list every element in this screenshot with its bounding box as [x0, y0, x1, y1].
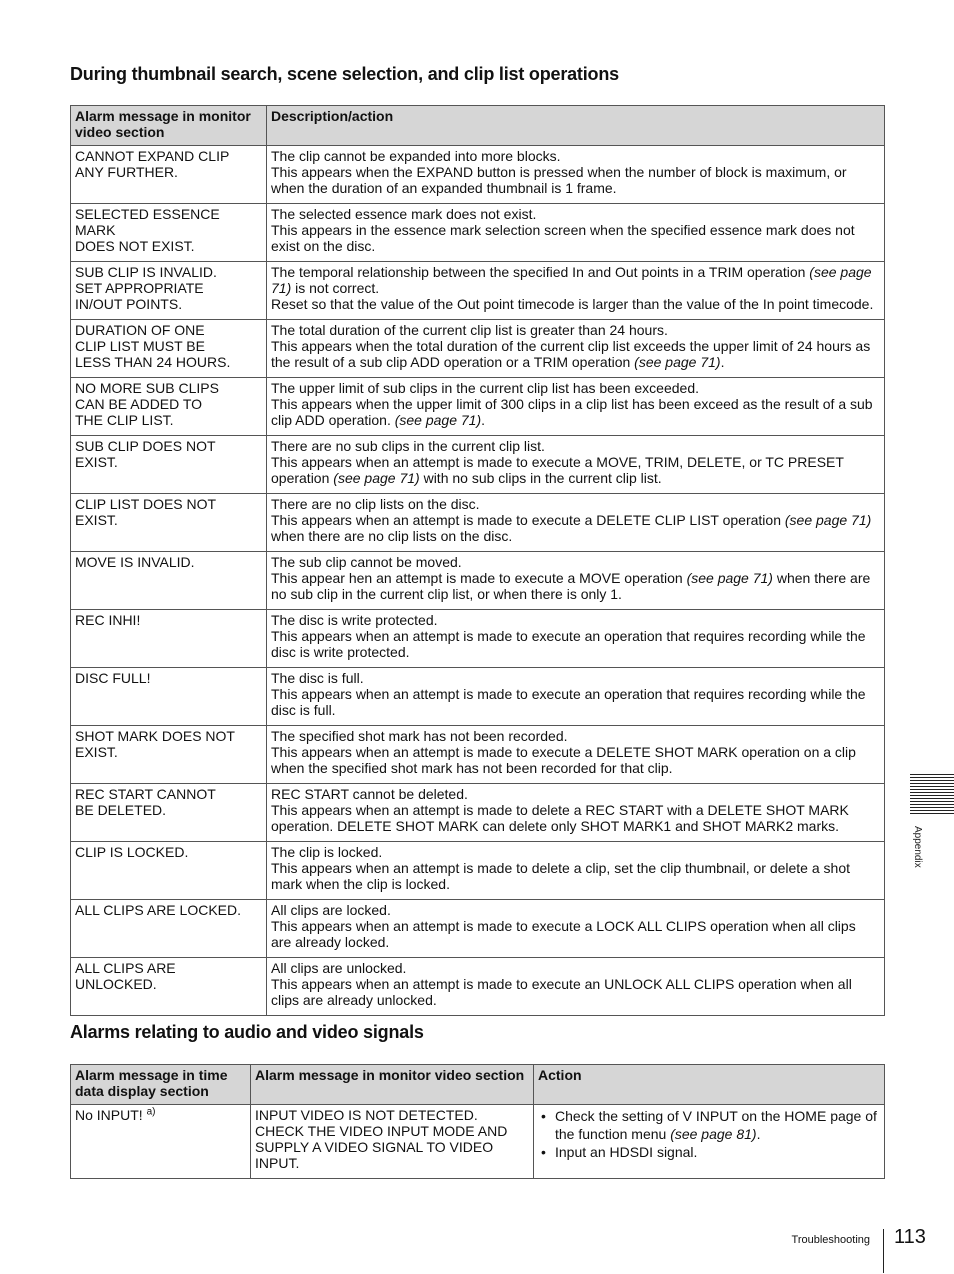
table-row [71, 204, 885, 262]
page-reference: (see page 71) [784, 512, 872, 528]
description-line [271, 844, 879, 860]
text-run: This appears when an attempt is made to delete a REC START with a DELETE SHOT MARK operation. DELETE SHOT MARK can delete only SHOT MARK1 and SHOT MARK2 marks. [271, 802, 849, 834]
alarm-message-line: BE DELETED. [75, 802, 167, 818]
text-run: The selected essence mark does not exist. [271, 206, 537, 222]
alarm-message-line: ALL CLIPS ARE [75, 960, 176, 976]
monitor-message-line: SUPPLY A VIDEO SIGNAL TO VIDEO [255, 1139, 494, 1155]
action-list [538, 1107, 879, 1161]
alarm-message-line: SHOT MARK DOES NOT [75, 728, 235, 744]
table-row [71, 668, 885, 726]
description-line [271, 322, 879, 338]
description-line [271, 296, 879, 312]
alarm-message-line: SELECTED ESSENCE [75, 206, 220, 222]
section-heading-thumbnail: During thumbnail search, scene selection, and clip list operations [70, 64, 619, 84]
alarm-message-line: SUB CLIP IS INVALID. [75, 264, 217, 280]
table-row [71, 552, 885, 610]
text-run: is not correct. [291, 280, 380, 296]
description-cell [267, 958, 885, 1016]
monitor-message-line: CHECK THE VIDEO INPUT MODE AND [255, 1123, 508, 1139]
column-header-action: Action [534, 1065, 885, 1105]
footer-divider [883, 1229, 884, 1273]
alarm-message-cell [71, 204, 267, 262]
description-line [271, 976, 879, 1008]
alarm-message-line: UNLOCKED. [75, 976, 157, 992]
action-cell [534, 1105, 885, 1179]
description-line [271, 454, 879, 486]
text-run: There are no sub clips in the current clip list. [271, 438, 545, 454]
alarm-table-audio-video [70, 1064, 885, 1179]
page-reference: (see page 71) [634, 354, 721, 370]
text-run: Reset so that the value of the Out point timecode is larger than the value of the In point timecode. [271, 296, 874, 312]
alarm-message-line: THE CLIP LIST. [75, 412, 174, 428]
text-run: The specified shot mark has not been recorded. [271, 728, 568, 744]
description-line [271, 802, 879, 834]
table-row [71, 842, 885, 900]
action-item [538, 1143, 879, 1161]
description-cell [267, 668, 885, 726]
text-run: This appears when an attempt is made to execute an operation that requires recording while the disc is write protected. [271, 628, 866, 660]
alarm-message-cell [71, 378, 267, 436]
description-line [271, 554, 879, 570]
alarm-message-line: DOES NOT EXIST. [75, 238, 195, 254]
alarm-message-line: REC START CANNOT [75, 786, 216, 802]
text-run: This appears when an attempt is made to delete a clip, set the clip thumbnail, or delete a shot mark when the clip is locked. [271, 860, 850, 892]
description-cell [267, 204, 885, 262]
text-run: The sub clip cannot be moved. [271, 554, 462, 570]
alarm-message-cell [71, 726, 267, 784]
action-item [538, 1107, 879, 1143]
alarm-message-cell [71, 262, 267, 320]
description-line [271, 628, 879, 660]
alarm-message-cell [71, 610, 267, 668]
alarm-message-line: SET APPROPRIATE [75, 280, 204, 296]
table-body [71, 146, 885, 1016]
alarm-message-line: CLIP IS LOCKED. [75, 844, 189, 860]
text-run: . [720, 354, 725, 370]
description-cell [267, 146, 885, 204]
alarm-message-cell [71, 146, 267, 204]
table-row [71, 958, 885, 1016]
alarm-message-cell [71, 784, 267, 842]
description-line [271, 918, 879, 950]
side-tab-label: Appendix [912, 826, 923, 868]
alarm-message-cell [71, 842, 267, 900]
description-line [271, 164, 879, 196]
text-run: Check the setting of V INPUT on the HOME page of the function menu [555, 1108, 877, 1142]
text-run: The clip cannot be expanded into more blocks. [271, 148, 561, 164]
page-reference: (see page 81) [670, 1126, 757, 1142]
page-number: 113 [894, 1226, 926, 1248]
description-line [271, 744, 879, 776]
alarm-message-cell [71, 320, 267, 378]
description-cell [267, 262, 885, 320]
alarm-message-line: IN/OUT POINTS. [75, 296, 183, 312]
table-row [71, 900, 885, 958]
text-run: This appears when an attempt is made to execute a DELETE CLIP LIST operation [271, 512, 785, 528]
column-header-monitor-message: Alarm message in monitor video section [251, 1065, 534, 1105]
table-row [71, 726, 885, 784]
column-header-time-data-message: Alarm message in time data display section [71, 1065, 251, 1105]
description-line [271, 264, 879, 296]
monitor-message-line: INPUT VIDEO IS NOT DETECTED. [255, 1107, 478, 1123]
text-run: . [756, 1126, 761, 1142]
text-run: when there are no sub clip in the current clip list, or when there is only 1. [271, 570, 871, 602]
table-body [71, 1105, 885, 1179]
description-line [271, 786, 879, 802]
time-data-message: No INPUT! [75, 1107, 147, 1123]
text-run: There are no clip lists on the disc. [271, 496, 480, 512]
text-run: The upper limit of sub clips in the current clip list has been exceeded. [271, 380, 700, 396]
description-line [271, 670, 879, 686]
description-cell [267, 726, 885, 784]
text-run: This appears when the total duration of the current clip list exceeds the upper limit of 24 hours as the result of a sub clip ADD operation or a TRIM operation [271, 338, 871, 370]
table-row [71, 146, 885, 204]
alarm-message-cell [71, 552, 267, 610]
text-run: with no sub clips in the current clip list. [419, 470, 662, 486]
alarm-message-line: SUB CLIP DOES NOT [75, 438, 216, 454]
alarm-message-cell [71, 668, 267, 726]
text-run: The disc is write protected. [271, 612, 438, 628]
description-cell [267, 436, 885, 494]
alarm-message-line: MOVE IS INVALID. [75, 554, 195, 570]
alarm-message-line: ALL CLIPS ARE LOCKED. [75, 902, 241, 918]
description-cell [267, 842, 885, 900]
page-reference: (see page 71) [271, 264, 872, 296]
text-run: This appear hen an attempt is made to execute a MOVE operation [271, 570, 687, 586]
footer-section-name: Troubleshooting [791, 1234, 870, 1246]
page-reference: (see page 71) [333, 470, 420, 486]
alarm-message-line: EXIST. [75, 512, 118, 528]
text-run: The total duration of the current clip list is greater than 24 hours. [271, 322, 668, 338]
table-row [71, 262, 885, 320]
text-run: This appears when an attempt is made to execute an UNLOCK ALL CLIPS operation when all clips are already unlocked. [271, 976, 852, 1008]
text-run: . [481, 412, 486, 428]
alarm-message-line: DURATION OF ONE [75, 322, 205, 338]
alarm-message-cell [71, 958, 267, 1016]
text-run: when there are no clip lists on the disc. [271, 528, 513, 544]
column-header-alarm-message: Alarm message in monitor video section [71, 106, 267, 146]
description-line [271, 570, 879, 602]
description-line [271, 496, 879, 512]
description-cell [267, 784, 885, 842]
alarm-message-line: ANY FURTHER. [75, 164, 178, 180]
alarm-message-line: MARK [75, 222, 116, 238]
alarm-message-line: LESS THAN 24 HOURS. [75, 354, 231, 370]
column-header-description: Description/action [267, 106, 885, 146]
description-line [271, 338, 879, 370]
alarm-message-line: CLIP LIST DOES NOT [75, 496, 217, 512]
description-line [271, 380, 879, 396]
text-run: All clips are locked. [271, 902, 391, 918]
alarm-message-line: DISC FULL! [75, 670, 151, 686]
text-run: This appears when an attempt is made to execute a MOVE, TRIM, DELETE, or TC PRESET operation [271, 454, 844, 486]
description-cell [267, 494, 885, 552]
table-row [71, 436, 885, 494]
table-row [71, 784, 885, 842]
description-line [271, 206, 879, 222]
description-line [271, 512, 879, 544]
description-line [271, 148, 879, 164]
description-cell [267, 610, 885, 668]
description-line [271, 438, 879, 454]
text-run: This appears when an attempt is made to execute an operation that requires recording while the disc is full. [271, 686, 866, 718]
text-run: This appears when the EXPAND button is pressed when the number of block is maximum, or when the duration of an expanded thumbnail is 1 frame. [271, 164, 847, 196]
table-row [71, 1105, 885, 1179]
time-data-message-cell [71, 1105, 251, 1179]
text-run: The temporal relationship between the specified In and Out points in a TRIM operation [271, 264, 810, 280]
alarm-message-line: CLIP LIST MUST BE [75, 338, 205, 354]
page-reference: (see page 71) [394, 412, 482, 428]
description-line [271, 960, 879, 976]
text-run: This appears when an attempt is made to execute a DELETE SHOT MARK operation on a clip when the specified shot mark has not been recorded for that clip. [271, 744, 856, 776]
description-cell [267, 320, 885, 378]
description-line [271, 686, 879, 718]
table-header-row [71, 106, 885, 146]
section-heading-audio-video: Alarms relating to audio and video signals [70, 1022, 424, 1042]
alarm-message-cell [71, 494, 267, 552]
alarm-message-line: EXIST. [75, 454, 118, 470]
description-line [271, 902, 879, 918]
alarm-message-line: CANNOT EXPAND CLIP [75, 148, 230, 164]
table-header-row [71, 1065, 885, 1105]
description-line [271, 728, 879, 744]
alarm-message-line: NO MORE SUB CLIPS [75, 380, 219, 396]
text-run: Input an HDSDI signal. [555, 1144, 698, 1160]
text-run: The disc is full. [271, 670, 364, 686]
table-row [71, 320, 885, 378]
text-run: This appears when an attempt is made to execute a LOCK ALL CLIPS operation when all clips are already locked. [271, 918, 856, 950]
description-line [271, 396, 879, 428]
alarm-message-cell [71, 436, 267, 494]
description-cell [267, 378, 885, 436]
alarm-message-line: REC INHI! [75, 612, 141, 628]
description-line [271, 222, 879, 254]
alarm-table-clip-operations [70, 105, 885, 1016]
description-cell [267, 900, 885, 958]
table-row [71, 610, 885, 668]
table-row [71, 378, 885, 436]
alarm-message-line: CAN BE ADDED TO [75, 396, 203, 412]
table-row [71, 494, 885, 552]
text-run: This appears when the upper limit of 300 clips in a clip list has been exceed as the result of a sub clip ADD operation. [271, 396, 873, 428]
monitor-message-line: INPUT. [255, 1155, 300, 1171]
description-cell [267, 552, 885, 610]
page-reference: (see page 71) [686, 570, 773, 586]
alarm-message-line: EXIST. [75, 744, 118, 760]
footnote-marker: a) [146, 1106, 156, 1118]
text-run: This appears in the essence mark selection screen when the specified essence mark does not exist on the disc. [271, 222, 855, 254]
text-run: REC START cannot be deleted. [271, 786, 468, 802]
alarm-message-cell [71, 900, 267, 958]
section-tab-marker [910, 774, 954, 816]
description-line [271, 612, 879, 628]
description-line [271, 860, 879, 892]
text-run: The clip is locked. [271, 844, 383, 860]
text-run: All clips are unlocked. [271, 960, 407, 976]
monitor-message-cell [251, 1105, 534, 1179]
